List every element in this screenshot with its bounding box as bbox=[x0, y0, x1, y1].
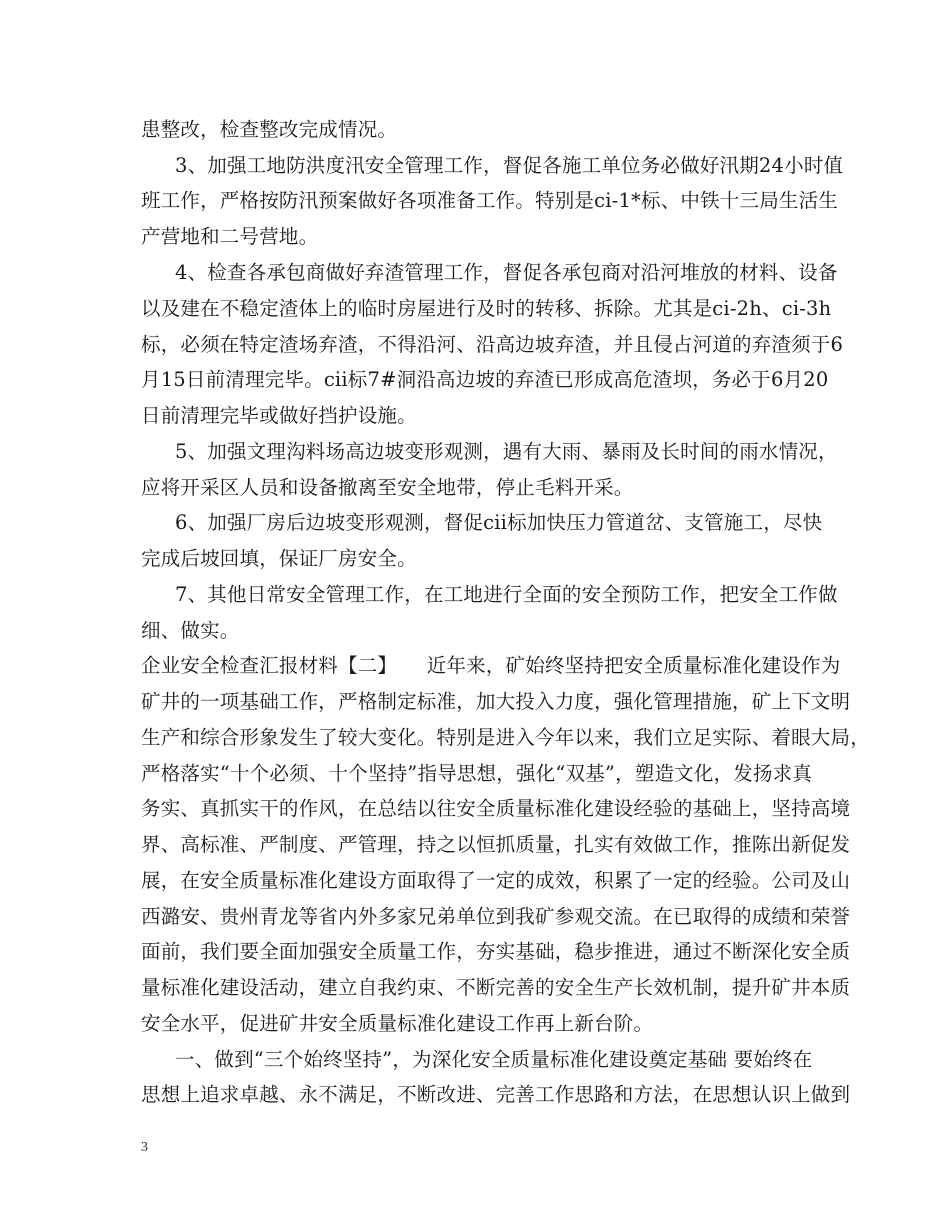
text-line: 务实、真抓实干的作风，在总结以往安全质量标准化建设经验的基础上，坚持高境 bbox=[141, 797, 851, 820]
text-line: 6、加强厂房后边坡变形观测，督促cii标加快压力管道岔、支管施工，尽快 bbox=[175, 511, 823, 534]
text-line: 西潞安、贵州青龙等省内外多家兄弟单位到我矿参观交流。在已取得的成绩和荣誉 bbox=[141, 905, 851, 928]
text-line: 日前清理完毕或做好挡护设施。 bbox=[141, 404, 417, 427]
text-line: 月15日前清理完毕。cii标7#洞沿高边坡的弃渣已形成高危渣坝，务必于6月20 bbox=[141, 368, 829, 391]
text-line: 5、加强文理沟料场高边坡变形观测，遇有大雨、暴雨及长时间的雨水情况， bbox=[175, 440, 838, 463]
text-line: 面前，我们要全面加强安全质量工作，夯实基础，稳步推进，通过不断深化安全质 bbox=[141, 940, 851, 963]
text-line: 4、检查各承包商做好弃渣管理工作，督促各承包商对沿河堆放的材料、设备 bbox=[175, 261, 838, 284]
text-line: 矿井的一项基础工作，严格制定标准，加大投入力度，强化管理措施，矿上下文明 bbox=[141, 690, 851, 713]
text-line: 展，在安全质量标准化建设方面取得了一定的成效，积累了一定的经验。公司及山 bbox=[141, 869, 851, 892]
text-line: 以及建在不稳定渣体上的临时房屋进行及时的转移、拆除。尤其是ci-2h、ci-3h bbox=[141, 297, 832, 320]
text-line: 企业安全检查汇报材料【二】 近年来，矿始终坚持把安全质量标准化建设作为 bbox=[141, 654, 841, 677]
page-number: 3 bbox=[141, 1140, 148, 1155]
text-line: 标，必须在特定渣场弃渣，不得沿河、沿高边坡弃渣，并且侵占河道的弃渣须于6 bbox=[141, 333, 844, 356]
text-line: 应将开采区人员和设备撤离至安全地带，停止毛料开采。 bbox=[141, 476, 634, 499]
text-line: 完成后坡回填，保证厂房安全。 bbox=[141, 547, 417, 570]
text-line: 产营地和二号营地。 bbox=[141, 225, 319, 248]
text-line: 患整改，检查整改完成情况。 bbox=[141, 118, 398, 141]
text-line: 量标准化建设活动，建立自我约束、不断完善的安全生产长效机制，提升矿井本质 bbox=[141, 976, 851, 999]
text-line: 安全水平，促进矿井安全质量标准化建设工作再上新台阶。 bbox=[141, 1012, 654, 1035]
text-line: 界、高标准、严制度、严管理，持之以恒抓质量，扎实有效做工作，推陈出新促发 bbox=[141, 833, 851, 856]
text-line: 严格落实“十个必须、十个坚持”指导思想，强化“双基”，塑造文化，发扬求真 bbox=[141, 762, 813, 785]
text-line: 一、做到“三个始终坚持”，为深化安全质量标准化建设奠定基础 要始终在 bbox=[175, 1048, 813, 1071]
text-line: 3、加强工地防洪度汛安全管理工作，督促各施工单位务必做好汛期24小时值 bbox=[175, 154, 844, 177]
text-line: 生产和综合形象发生了较大变化。特别是进入今年以来，我们立足实际、着眼大局， bbox=[141, 726, 870, 749]
text-line: 细、做实。 bbox=[141, 619, 240, 642]
text-line: 思想上追求卓越、永不满足，不断改进、完善工作思路和方法，在思想认识上做到 bbox=[141, 1083, 851, 1106]
text-line: 班工作，严格按防汛预案做好各项准备工作。特别是ci-1*标、中铁十三局生活生 bbox=[141, 189, 839, 212]
text-line: 7、其他日常安全管理工作，在工地进行全面的安全预防工作，把安全工作做 bbox=[175, 583, 838, 606]
